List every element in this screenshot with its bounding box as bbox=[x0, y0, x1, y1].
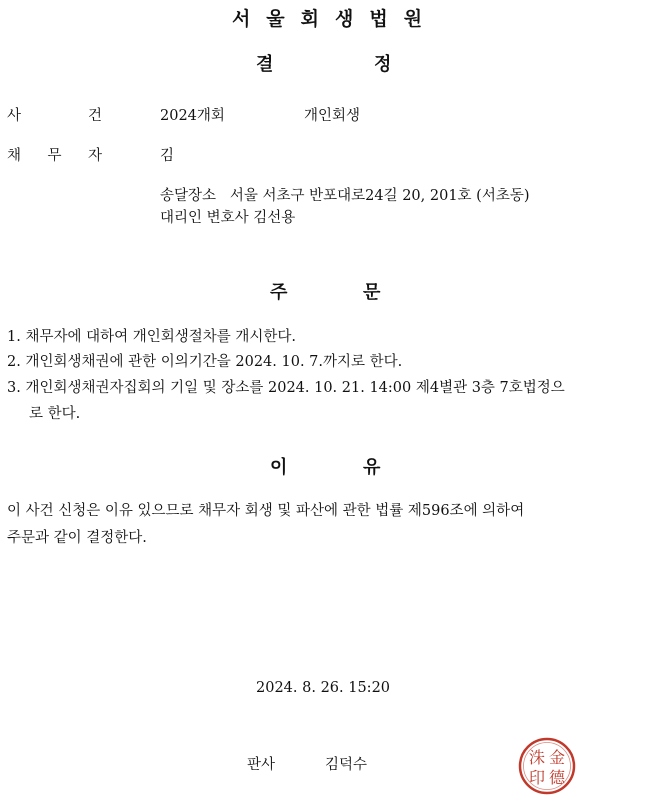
doc-type-right: 정 bbox=[374, 54, 392, 75]
seal-glyph-3: 洙 bbox=[528, 748, 546, 767]
order-heading-right: 문 bbox=[363, 282, 381, 303]
seal-glyph-1: 金 bbox=[548, 748, 566, 767]
debtor-label-char-3: 자 bbox=[87, 148, 102, 164]
debtor-label bbox=[7, 144, 102, 165]
seal-glyph-4: 印 bbox=[528, 768, 546, 787]
case-label-char-1: 사 bbox=[7, 108, 22, 124]
reason-heading-right: 유 bbox=[363, 457, 381, 478]
reason-line-2: 주문과 같이 결정한다. bbox=[7, 530, 147, 546]
debtor-agent: 대리인 변호사 김선용 bbox=[160, 210, 296, 226]
debtor-label-char-1: 채 bbox=[7, 148, 22, 164]
case-name: 개인회생 bbox=[304, 108, 361, 124]
case-number: 2024개회 bbox=[160, 108, 225, 124]
judge-name: 김덕수 bbox=[325, 757, 368, 773]
order-item-2: 2. 개인회생채권에 관한 이의기간을 2024. 10. 7.까지로 한다. bbox=[7, 354, 403, 370]
order-heading-left: 주 bbox=[270, 282, 288, 303]
seal-glyph-2: 德 bbox=[548, 768, 566, 787]
order-item-3: 3. 개인회생채권자집회의 기일 및 장소를 2024. 10. 21. 14:00 제4별관 3층 7호법정으 bbox=[7, 380, 565, 396]
debtor-address: 송달장소 서울 서초구 반포대로24길 20, 201호 (서초동) bbox=[160, 188, 530, 204]
judge-title: 판사 bbox=[247, 757, 276, 773]
order-item-1: 1. 채무자에 대하여 개인회생절차를 개시한다. bbox=[7, 329, 297, 345]
debtor-label-char-2: 무 bbox=[47, 148, 62, 164]
judge-seal-stamp bbox=[517, 736, 577, 796]
debtor-name: 김 bbox=[160, 148, 175, 164]
case-label bbox=[7, 104, 102, 125]
order-item-3-continued: 로 한다. bbox=[29, 406, 81, 422]
decision-date: 2024. 8. 26. 15:20 bbox=[256, 680, 391, 696]
doc-type-left: 결 bbox=[256, 54, 274, 75]
court-name: 서울회생법원 bbox=[231, 8, 439, 30]
case-label-char-2: 건 bbox=[87, 108, 102, 124]
reason-line-1: 이 사건 신청은 이유 있으므로 채무자 회생 및 파산에 관한 법률 제596조에 의하여 bbox=[7, 503, 525, 519]
reason-heading-left: 이 bbox=[270, 457, 288, 478]
